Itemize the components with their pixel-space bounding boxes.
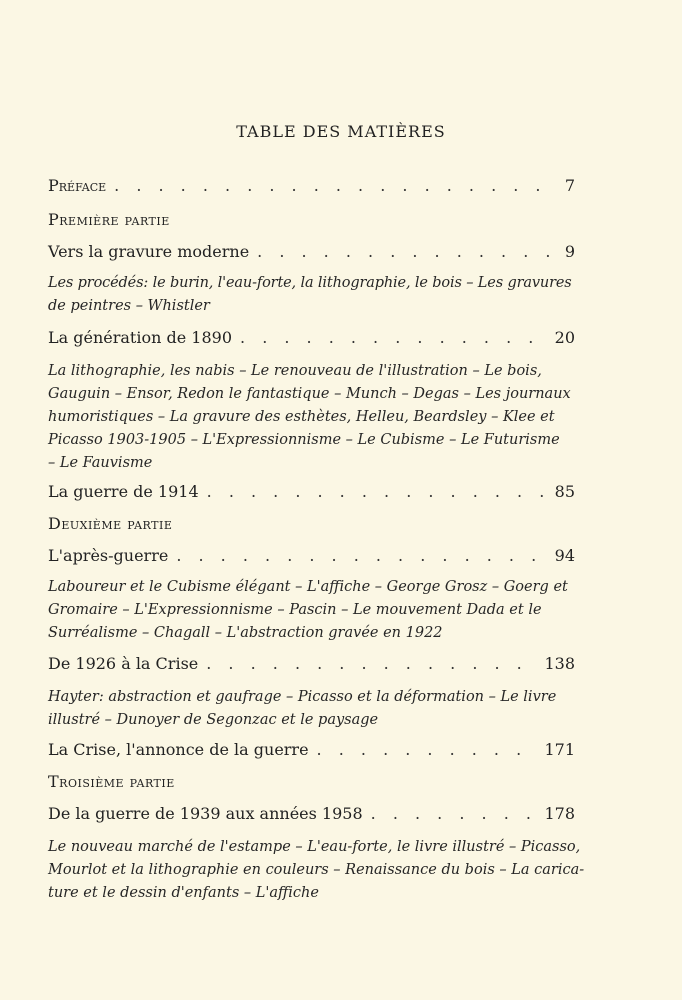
toc-entry-label: L'après-guerre [48, 546, 169, 565]
dot-leader [207, 482, 547, 501]
summary-line: Les procédés: le burin, l'eau-forte, la lithographie, le bois – Les gravures [48, 275, 572, 291]
toc-page-number: 9 [564, 242, 575, 261]
toc-page-number: 94 [554, 546, 575, 565]
summary-line: de peintres – Whistler [48, 298, 210, 314]
toc-page-number: 85 [554, 482, 575, 501]
dot-leader [114, 176, 557, 195]
summary-line: Gauguin – Ensor, Redon le fantastique – Munch – Degas – Les journaux [48, 386, 571, 402]
summary-line: – Le Fauvisme [48, 455, 153, 471]
page-title: TABLE DES MATIÈRES [236, 122, 446, 141]
section-summary-2 [48, 360, 571, 475]
toc-entry-vers-la-gravure[interactable] [48, 242, 575, 261]
toc-entry-1926-crise[interactable] [48, 654, 575, 673]
summary-line: Picasso 1903-1905 – L'Expressionnisme – Le Cubisme – Le Futurisme [48, 432, 560, 448]
summary-line: illustré – Dunoyer de Segonzac et le paysage [48, 712, 379, 728]
toc-entry-label: De 1926 à la Crise [48, 654, 199, 673]
summary-line: humoristiques – La gravure des esthètes, Helleu, Beardsley – Klee et [48, 409, 555, 425]
summary-line: Le nouveau marché de l'estampe – L'eau-forte, le livre illustré – Picasso, [48, 839, 581, 855]
section-summary-7 [48, 836, 585, 905]
toc-entry-preface[interactable] [48, 176, 575, 195]
toc-page-number: 178 [544, 804, 575, 823]
section-summary-4 [48, 576, 568, 645]
summary-line: ture et le dessin d'enfants – L'affiche [48, 885, 319, 901]
toc-entry-label: La guerre de 1914 [48, 482, 199, 501]
summary-line: Mourlot et la lithographie en couleurs – Renaissance du bois – La carica- [48, 862, 585, 878]
part-heading-2: Deuxième partie [48, 514, 173, 533]
dot-leader [317, 740, 537, 759]
toc-entry-generation-1890[interactable] [48, 328, 575, 347]
toc-entry-label: La Crise, l'annonce de la guerre [48, 740, 309, 759]
dot-leader [240, 328, 547, 347]
toc-entry-label: Vers la gravure moderne [48, 242, 250, 261]
part-heading-1: Première partie [48, 210, 170, 229]
part-heading-3: Troisième partie [48, 772, 175, 791]
toc-entry-label: De la guerre de 1939 aux années 1958 [48, 804, 363, 823]
dot-leader [176, 546, 546, 565]
dot-leader [206, 654, 536, 673]
section-summary-5 [48, 686, 557, 732]
toc-entry-1939-1958[interactable] [48, 804, 575, 823]
summary-line: Gromaire – L'Expressionnisme – Pascin – Le mouvement Dada et le [48, 602, 542, 618]
section-summary-1 [48, 272, 572, 318]
summary-line: Laboureur et le Cubisme élégant – L'affiche – George Grosz – Goerg et [48, 579, 568, 595]
dot-leader [371, 804, 537, 823]
dot-leader [257, 242, 557, 261]
summary-line: La lithographie, les nabis – Le renouveau de l'illustration – Le bois, [48, 363, 542, 379]
toc-page-number: 20 [554, 328, 575, 347]
toc-entry-la-crise[interactable] [48, 740, 575, 759]
summary-line: Hayter: abstraction et gaufrage – Picasso et la déformation – Le livre [48, 689, 557, 705]
toc-entry-guerre-1914[interactable] [48, 482, 575, 501]
toc-entry-label: Préface [48, 176, 107, 195]
toc-entry-apres-guerre[interactable] [48, 546, 575, 565]
toc-page-number: 7 [564, 176, 575, 195]
summary-line: Surréalisme – Chagall – L'abstraction gravée en 1922 [48, 625, 443, 641]
toc-page-number: 171 [544, 740, 575, 759]
toc-page-number: 138 [544, 654, 575, 673]
toc-entry-label: La génération de 1890 [48, 328, 233, 347]
